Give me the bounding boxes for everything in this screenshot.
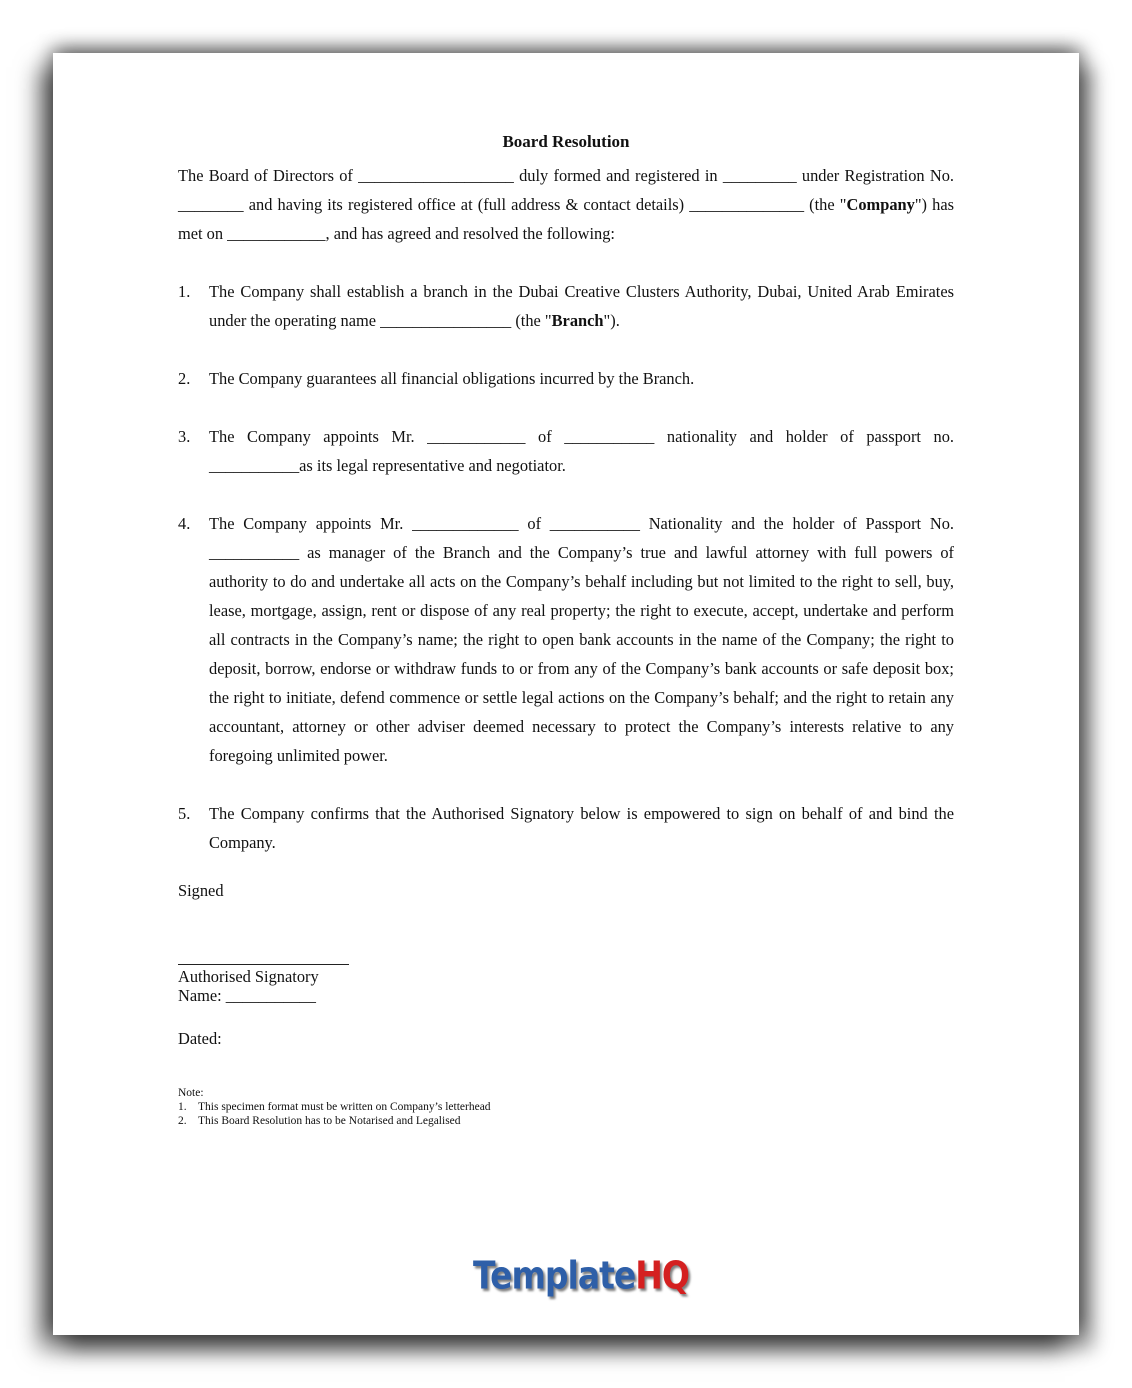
signed-label: Signed [178,881,224,900]
resolution-item-1: 1. The Company shall establish a branch in the Dubai Creative Clusters Authority, Dubai, United Arab Emirates under the operating name ________________ (the "Branch"). [178,282,954,330]
company-term: Company [846,195,915,214]
resolution-item-3: 3. The Company appoints Mr. ____________ of ___________ nationality and holder of passport no. ___________as its legal representative and negotiator. [178,427,954,475]
notes-section [178,1086,954,1128]
name-field: Name: ___________ [178,986,316,1005]
signature-line [178,964,349,965]
document-title: Board Resolution [502,132,630,151]
document-content [178,131,954,1128]
note-item: 2. This Board Resolution has to be Notarised and Legalised [178,1115,461,1127]
branch-term: Branch [551,311,604,330]
signature-block [178,964,954,1005]
note-item: 1. This specimen format must be written on Company’s letterhead [178,1101,491,1113]
dated-label: Dated: [178,1029,222,1048]
resolution-item-4: 4. The Company appoints Mr. _____________ of ___________ Nationality and the holder of Passport No. ___________ as manager of the Branch and the Company’s true and lawful attorney with full powers of authority to do and undertake all acts on the Company’s behalf including but not limited to the right to sell, buy, lease, mortgage, assign, rent or dispose of any real property; the right to execute, accept, undertake and perform all contracts in the Company’s name; the right to open bank accounts in the name of the Company; the right to deposit, borrow, endorse or withdraw funds to or from any of the Company’s bank accounts or safe deposit box; the right to initiate, defend commence or settle legal actions on the Company’s behalf; and the right to retain any accountant, attorney or other adviser deemed necessary to protect the Company’s interests relative to any foregoing unlimited power. [178,514,954,765]
notes-heading: Note: [178,1087,204,1099]
templatehq-logo: TemplateHQ [473,1253,689,1298]
signatory-label: Authorised Signatory [178,967,319,986]
resolution-item-2: 2. The Company guarantees all financial obligations incurred by the Branch. [178,369,695,388]
document-page [53,53,1079,1335]
intro-paragraph: The Board of Directors of ___________________ duly formed and registered in _________ under Registration No. ________ and having its registered office at (full address & contact details) ______________ (the "Company") has met on ____________, and has agreed and resolved the following: [178,166,954,243]
resolution-item-5: 5. The Company confirms that the Authorised Signatory below is empowered to sign on behalf of and bind the Company. [178,804,954,852]
